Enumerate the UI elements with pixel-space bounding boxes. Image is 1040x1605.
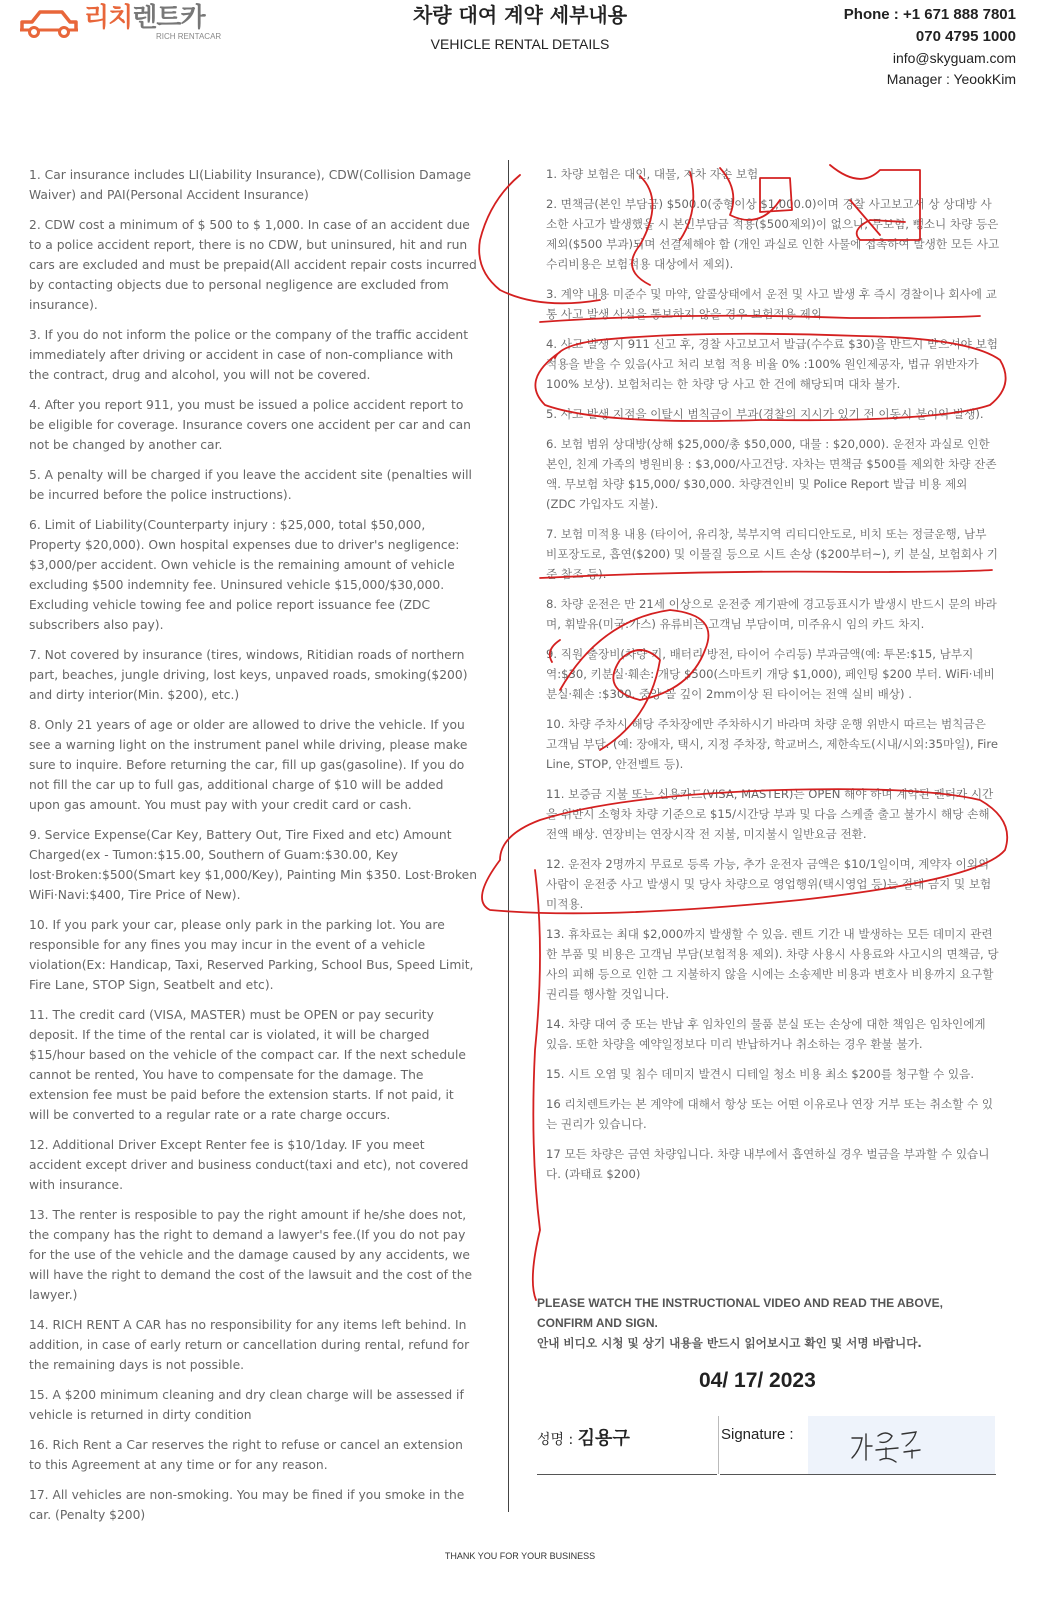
phone-number: Phone : +1 671 888 7801 — [843, 6, 1016, 23]
term-en-4: 4. After you report 911, you must be issued a police accident report to be eligible for coverage. Insurance covers one accident per car and can not be changed by another car. — [29, 398, 471, 452]
handwritten-signature — [808, 1416, 995, 1474]
name-label: 성명 : — [537, 1432, 574, 1448]
signature-separator — [718, 1416, 719, 1474]
term-en-15: 15. A $200 minimum cleaning and dry clean charge will be assessed if vehicle is returned in dirty condition — [29, 1388, 464, 1422]
confirm-notice — [537, 1293, 997, 1353]
renter-name-row — [537, 1424, 630, 1450]
logo-text-rest: 렌트카 — [132, 3, 205, 33]
logo-text-main: 리치 — [84, 3, 133, 33]
confirm-notice-english: PLEASE WATCH THE INSTRUCTIONAL VIDEO AND READ THE ABOVE, CONFIRM AND SIGN. — [537, 1296, 944, 1330]
logo-subtitle: RICH RENTACAR — [156, 32, 222, 41]
name-underline — [537, 1474, 717, 1475]
email-address: info@skyguam.com — [892, 50, 1016, 66]
term-en-1: 1. Car insurance includes LI(Liability Insurance), CDW(Collision Damage Waiver) and PAI(Personal Accident Insurance) — [29, 168, 472, 202]
term-ko-4: 4. 사고 발생 시 911 신고 후, 경찰 사고보고서 발급(수수료 $30)을 반드시 받으셔야 보험 적용을 받을 수 있음(사고 처리 보험 적용 비율 0% :100% 원인제공자, 법규 위반자가 100% 보상). 보험처리는 한 차량 당 사고 한 건에 해당되며 대차 불가. — [546, 337, 998, 391]
signature-field[interactable] — [808, 1416, 995, 1474]
term-en-6: 6. Limit of Liability(Counterparty injury : $25,000, total $50,000, Property $20,000). Own hospital expenses due to driver's negligence: $3,000/per accident. Own vehicle is the remaining amount of vehicle excluding $500 indemnity fee. Uninsured vehicle $15,000/$30,000. Excluding vehicle towing fee and police report issuance fee (ZDC subscribers also pay). — [29, 518, 460, 632]
term-ko-6: 6. 보험 범위 상대방(상해 $25,000/총 $50,000, 대물 : $20,000). 운전자 과실로 인한 본인, 친계 가족의 병원비용 : $3,000/사고건당. 자차는 면책금 $500를 제외한 차량 잔존액. 무보험 차량 $15,000/ $30,000. 차량견인비 및 Police Report 발급 비용 제외 (ZDC 가입자도 지불). — [546, 437, 997, 511]
term-ko-11: 11. 보증금 지불 또는 신용카드(VISA, MASTER)는 OPEN 해야 하며 계약된 렌터카 시간을 위반시 소형차 차량 기준으로 $15/시간당 부과 및 다음 스케줄 출고 불가시 해당 손해 전액 배상. 연장비는 연장시작 전 지불, 미지불시 일반요금 전환. — [546, 787, 994, 841]
term-ko-5: 5. 사고 발생 지점을 이탈시 범칙금이 부과(경찰의 지시가 있기 전 이동시 불이익 발생). — [546, 407, 984, 421]
term-ko-15: 15. 시트 오염 및 침수 데미지 발견시 디테일 청소 비용 최소 $200를 청구할 수 있음. — [546, 1067, 975, 1081]
term-en-11: 11. The credit card (VISA, MASTER) must be OPEN or pay security deposit. If the time of the rental car is violated, it will be charged $15/hour based on the vehicle of the compact car. If the next schedule cannot be rented, You have to compensate for the damage. The extension fee must be paid before the extension starts. If not paid, it will be converted to a regular rate or a rate charge occurs. — [29, 1008, 466, 1122]
term-ko-13: 13. 휴차료는 최대 $2,000까지 발생할 수 있음. 렌트 기간 내 발생하는 모든 데미지 관련한 부품 및 비용은 고객님 부담(보험적용 제외). 차량 사용시 사용료와 사고시의 면책금, 당사의 피해 등으로 인한 그 지불하지 않을 시에는 소송제반 비용과 변호사 비용까지 요구할 권리를 행사할 것입니다. — [546, 927, 999, 1001]
confirm-notice-korean: 안내 비디오 시청 및 상기 내용을 반드시 읽어보시고 확인 및 서명 바랍니다. — [537, 1336, 922, 1350]
terms-korean — [546, 164, 1000, 1194]
signature-underline — [720, 1474, 996, 1475]
term-ko-7: 7. 보험 미적용 내용 (타이어, 유리창, 북부지역 리티디안도로, 비치 또는 정글운행, 남부 비포장도로, 흡연($200) 및 이물질 등으로 시트 손상 ($200부터~), 키 분실, 보험회사 기준 참조 등). — [546, 527, 999, 581]
term-ko-17: 17 모든 차량은 금연 차량입니다. 차량 내부에서 흡연하실 경우 벌금을 부과할 수 있습니다. (과태료 $200) — [546, 1147, 990, 1181]
column-divider — [508, 160, 509, 1512]
term-en-10: 10. If you park your car, please only park in the parking lot. You are responsible for any fines you may incur in the event of a vehicle violation(Ex: Handicap, Taxi, Reserved Parking, School Bus, Speed Limit, Fire Lane, STOP Sign, Seatbelt and etc). — [29, 918, 474, 992]
term-ko-14: 14. 차량 대여 중 또는 반납 후 임차인의 물품 분실 또는 손상에 대한 책임은 임차인에게 있음. 또한 차량을 예약일정보다 미리 반납하거나 취소하는 경우 환불 불가. — [546, 1017, 986, 1051]
contact-info — [844, 4, 1016, 90]
term-en-17: 17. All vehicles are non-smoking. You may be fined if you smoke in the car. (Penalty $200) — [29, 1488, 465, 1522]
term-en-8: 8. Only 21 years of age or older are allowed to drive the vehicle. If you see a warning light on the instrument panel while driving, please make sure to inquire. Before returning the car, fill up gas(gasoline). If you do not fill the car up to full gas, additional charge of $10 will be added upon gas amount. You must pay with your credit card or cash. — [29, 718, 468, 812]
phone-number-2: 070 4795 1000 — [915, 28, 1016, 45]
renter-name: 김용구 — [577, 1428, 630, 1449]
contract-date: 04/ 17/ 2023 — [699, 1369, 816, 1392]
manager-name: Manager : YeookKim — [886, 71, 1016, 87]
term-en-9: 9. Service Expense(Car Key, Battery Out, Tire Fixed and etc) Amount Charged(ex - Tumon:$15.00, Southern of Guam:$30.00, Key lost·Broken:$500(Smart key $1,000/Key), Painting Min $350. Lost·Broken WiFi·Navi:$400, Tire Price of New). — [29, 828, 477, 902]
term-ko-9: 9. 직원 출장비(차량 키, 배터리 방전, 타이어 수리등) 부과금액(예: 투몬:$15, 남부지역:$30, 키분실·훼손: 개당 $500(스마트키 개당 $1,000), 페인팅 $200 부터. WiFi·네비 분실·훼손 :$300. 중앙 골 깊이 2mm이상 된 타이어는 전액 실비 배상) . — [546, 647, 995, 701]
terms-english — [29, 165, 477, 1535]
term-en-3: 3. If you do not inform the police or the company of the traffic accident immediately after driving or accident in case of non-compliance with the contract, drug and alcohol, you will not be covered. — [29, 328, 469, 382]
annot-vertical-line — [533, 870, 540, 1300]
term-ko-2: 2. 면책금(본인 부담금) $500.0(중형이상 $1,000.0)이며 경찰 사고보고서 상 상대방 사소한 사고가 발생했을 시 본인부담금 적용($500제외)이 없으나, 무보험, 뺑소니 차량 등은 제외($500 부과)되며 선결제해야 함 (개인 과실로 인한 사물에 접촉하여 발생한 모든 사고 수리비용은 보험적용 대상에서 제외). — [546, 197, 1000, 271]
signature-label: Signature : — [721, 1426, 794, 1443]
term-ko-3: 3. 계약 내용 미준수 및 마약, 알콜상태에서 운전 및 사고 발생 후 즉시 경찰이나 회사에 교통 사고 발생 사실을 통보하지 않을 경우 보험적용 제외. — [546, 287, 997, 321]
term-ko-10: 10. 차량 주차시 해당 주차장에만 주차하시기 바라며 차량 운행 위반시 따르는 범칙금은 고객님 부담. (예: 장애자, 택시, 지정 주차장, 학교버스, 제한속도(시내/시외:35마일), Fire Line, STOP, 안전벨트 등). — [546, 717, 998, 771]
title-english: VEHICLE RENTAL DETAILS — [430, 36, 610, 52]
term-en-12: 12. Additional Driver Except Renter fee is $10/1day. IF you meet accident except driver and business conduct(taxi and etc), not covered with insurance. — [29, 1138, 469, 1192]
term-en-16: 16. Rich Rent a Car reserves the right to refuse or cancel an extension to this Agreement at any time or for any reason. — [29, 1438, 463, 1472]
term-ko-16: 16 리치렌트카는 본 계약에 대해서 항상 또는 어떤 이유로나 연장 거부 또는 취소할 수 있는 권리가 있습니다. — [546, 1097, 994, 1131]
term-en-13: 13. The renter is resposible to pay the right amount if he/she does not, the company has the right to demand a lawyer's fee.(If you do not pay for the use of the vehicle and the damage caused by any accidents, we will have the right to demand the cost of the lawsuit and the cost of the lawyer.) — [29, 1208, 473, 1302]
footer-thanks: THANK YOU FOR YOUR BUSINESS — [444, 1551, 596, 1561]
term-en-14: 14. RICH RENT A CAR has no responsibility for any items left behind. In addition, in case of early return or cancellation during rental, refund for the remaining days is not possible. — [29, 1318, 470, 1372]
term-en-5: 5. A penalty will be charged if you leave the accident site (penalties will be incurred before the police instructions). — [29, 468, 472, 502]
term-ko-8: 8. 차량 운전은 만 21세 이상으로 운전중 계기판에 경고등표시가 발생시 반드시 문의 바라며, 휘발유(미국:가스) 유류비는 고객님 부담이며, 미주유시 임의 카드 차지. — [546, 597, 997, 631]
term-ko-1: 1. 차량 보험은 대인, 대물, 자차 자손 보험 — [546, 167, 759, 181]
title-korean: 차량 대여 계약 세부내용 — [412, 3, 628, 27]
term-ko-12: 12. 운전자 2명까지 무료로 등록 가능, 추가 운전자 금액은 $10/1일이며, 계약자 이외의 사람이 운전중 사고 발생시 및 당사 차량으로 영업행위(택시영업 등)는 절대 금지 및 보험 미적용. — [546, 857, 992, 911]
term-en-7: 7. Not covered by insurance (tires, windows, Ritidian roads of northern part, beaches, jungle driving, lost keys, unpaved roads, smoking($200) and dirty interior(Min. $200), etc.) — [29, 648, 468, 702]
term-en-2: 2. CDW cost a minimum of $ 500 to $ 1,000. In case of an accident due to a police accident report, there is no CDW, but uninsured, hit and run cars are excluded and must be prepaid(All accident repair costs incurred by contacting objects due to personal negligence are excluded from insurance). — [29, 218, 477, 312]
